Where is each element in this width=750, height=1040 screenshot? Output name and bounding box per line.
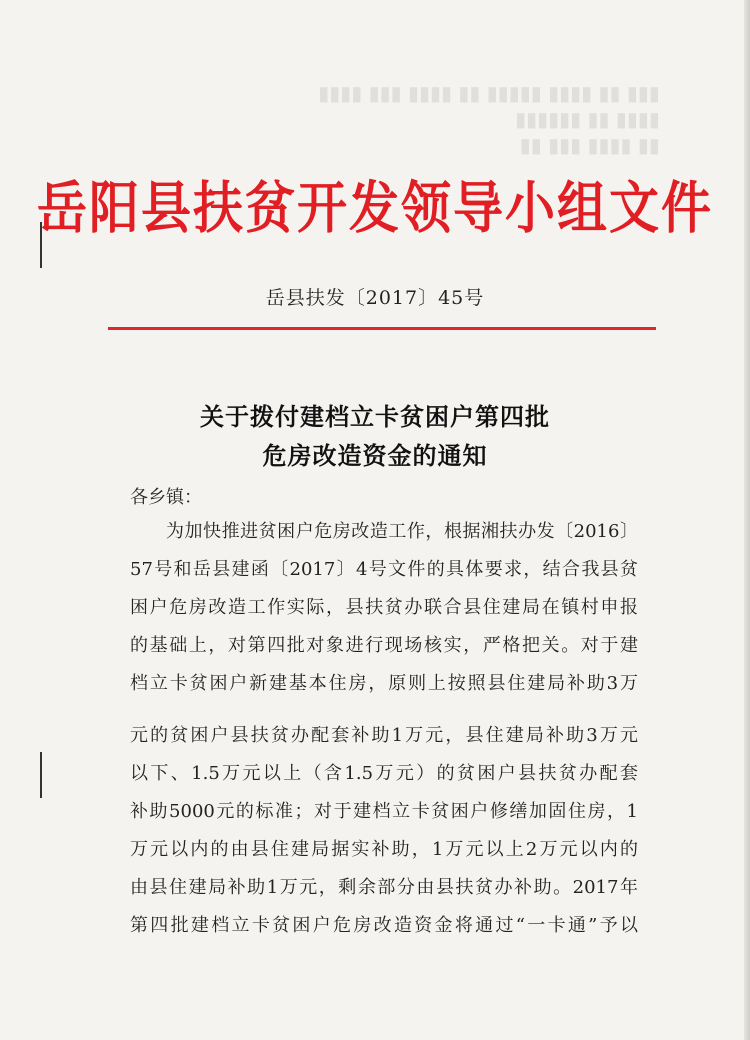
- subject-line-2: 危房改造资金的通知: [262, 441, 488, 470]
- body-line: 万元以内的由县住建局据实补助，1万元以上2万元以内的: [130, 839, 638, 860]
- body-line: 补助5000元的标准；对于建档立卡贫困户修缮加固住房，1: [130, 801, 638, 822]
- salutation: 各乡镇：: [130, 487, 202, 508]
- document-title: 岳阳县扶贫开发领导小组文件: [37, 174, 713, 241]
- body-line: 元的贫困户县扶贫办配套补助1万元，县住建局补助3万元: [130, 725, 638, 746]
- body-line: 档立卡贫困户新建基本住房，原则上按照县住建局补助3万: [130, 673, 638, 694]
- body-line: 为加快推进贫困户危房改造工作，根据湘扶办发〔2016〕: [166, 521, 638, 542]
- subject-line-1: 关于拨付建档立卡贫困户第四批: [200, 402, 550, 431]
- body-line: 由县住建局补助1万元，剩余部分由县扶贫办补助。2017年: [130, 877, 638, 898]
- body-line: 第四批建档立卡贫困户危房改造资金将通过“一卡通”予以: [130, 915, 638, 936]
- bleed-through-shadow: ▮▮▮ ▮▮ ▮▮▮▮ ▮▮▮▮▮ ▮▮ ▮▮▮▮ ▮▮▮ ▮▮▮▮ ▮▮▮▮ ▮▮ ▮▮▮▮▮▮ ▮▮ ▮▮▮▮ ▮▮▮ ▮▮: [318, 81, 660, 157]
- document-number: 岳县扶发〔2017〕45号: [265, 287, 485, 309]
- binding-mark-bottom: [40, 752, 42, 798]
- page-edge-shadow: [744, 0, 750, 1040]
- body-line: 以下、1.5万元以上（含1.5万元）的贫困户县扶贫办配套: [130, 763, 638, 784]
- body-line: 的基础上，对第四批对象进行现场核实，严格把关。对于建: [130, 635, 638, 656]
- red-divider: [108, 327, 656, 330]
- body-line: 困户危房改造工作实际，县扶贫办联合县住建局在镇村申报: [130, 597, 638, 618]
- body-line: 57号和岳县建函〔2017〕4号文件的具体要求，结合我县贫: [130, 559, 638, 580]
